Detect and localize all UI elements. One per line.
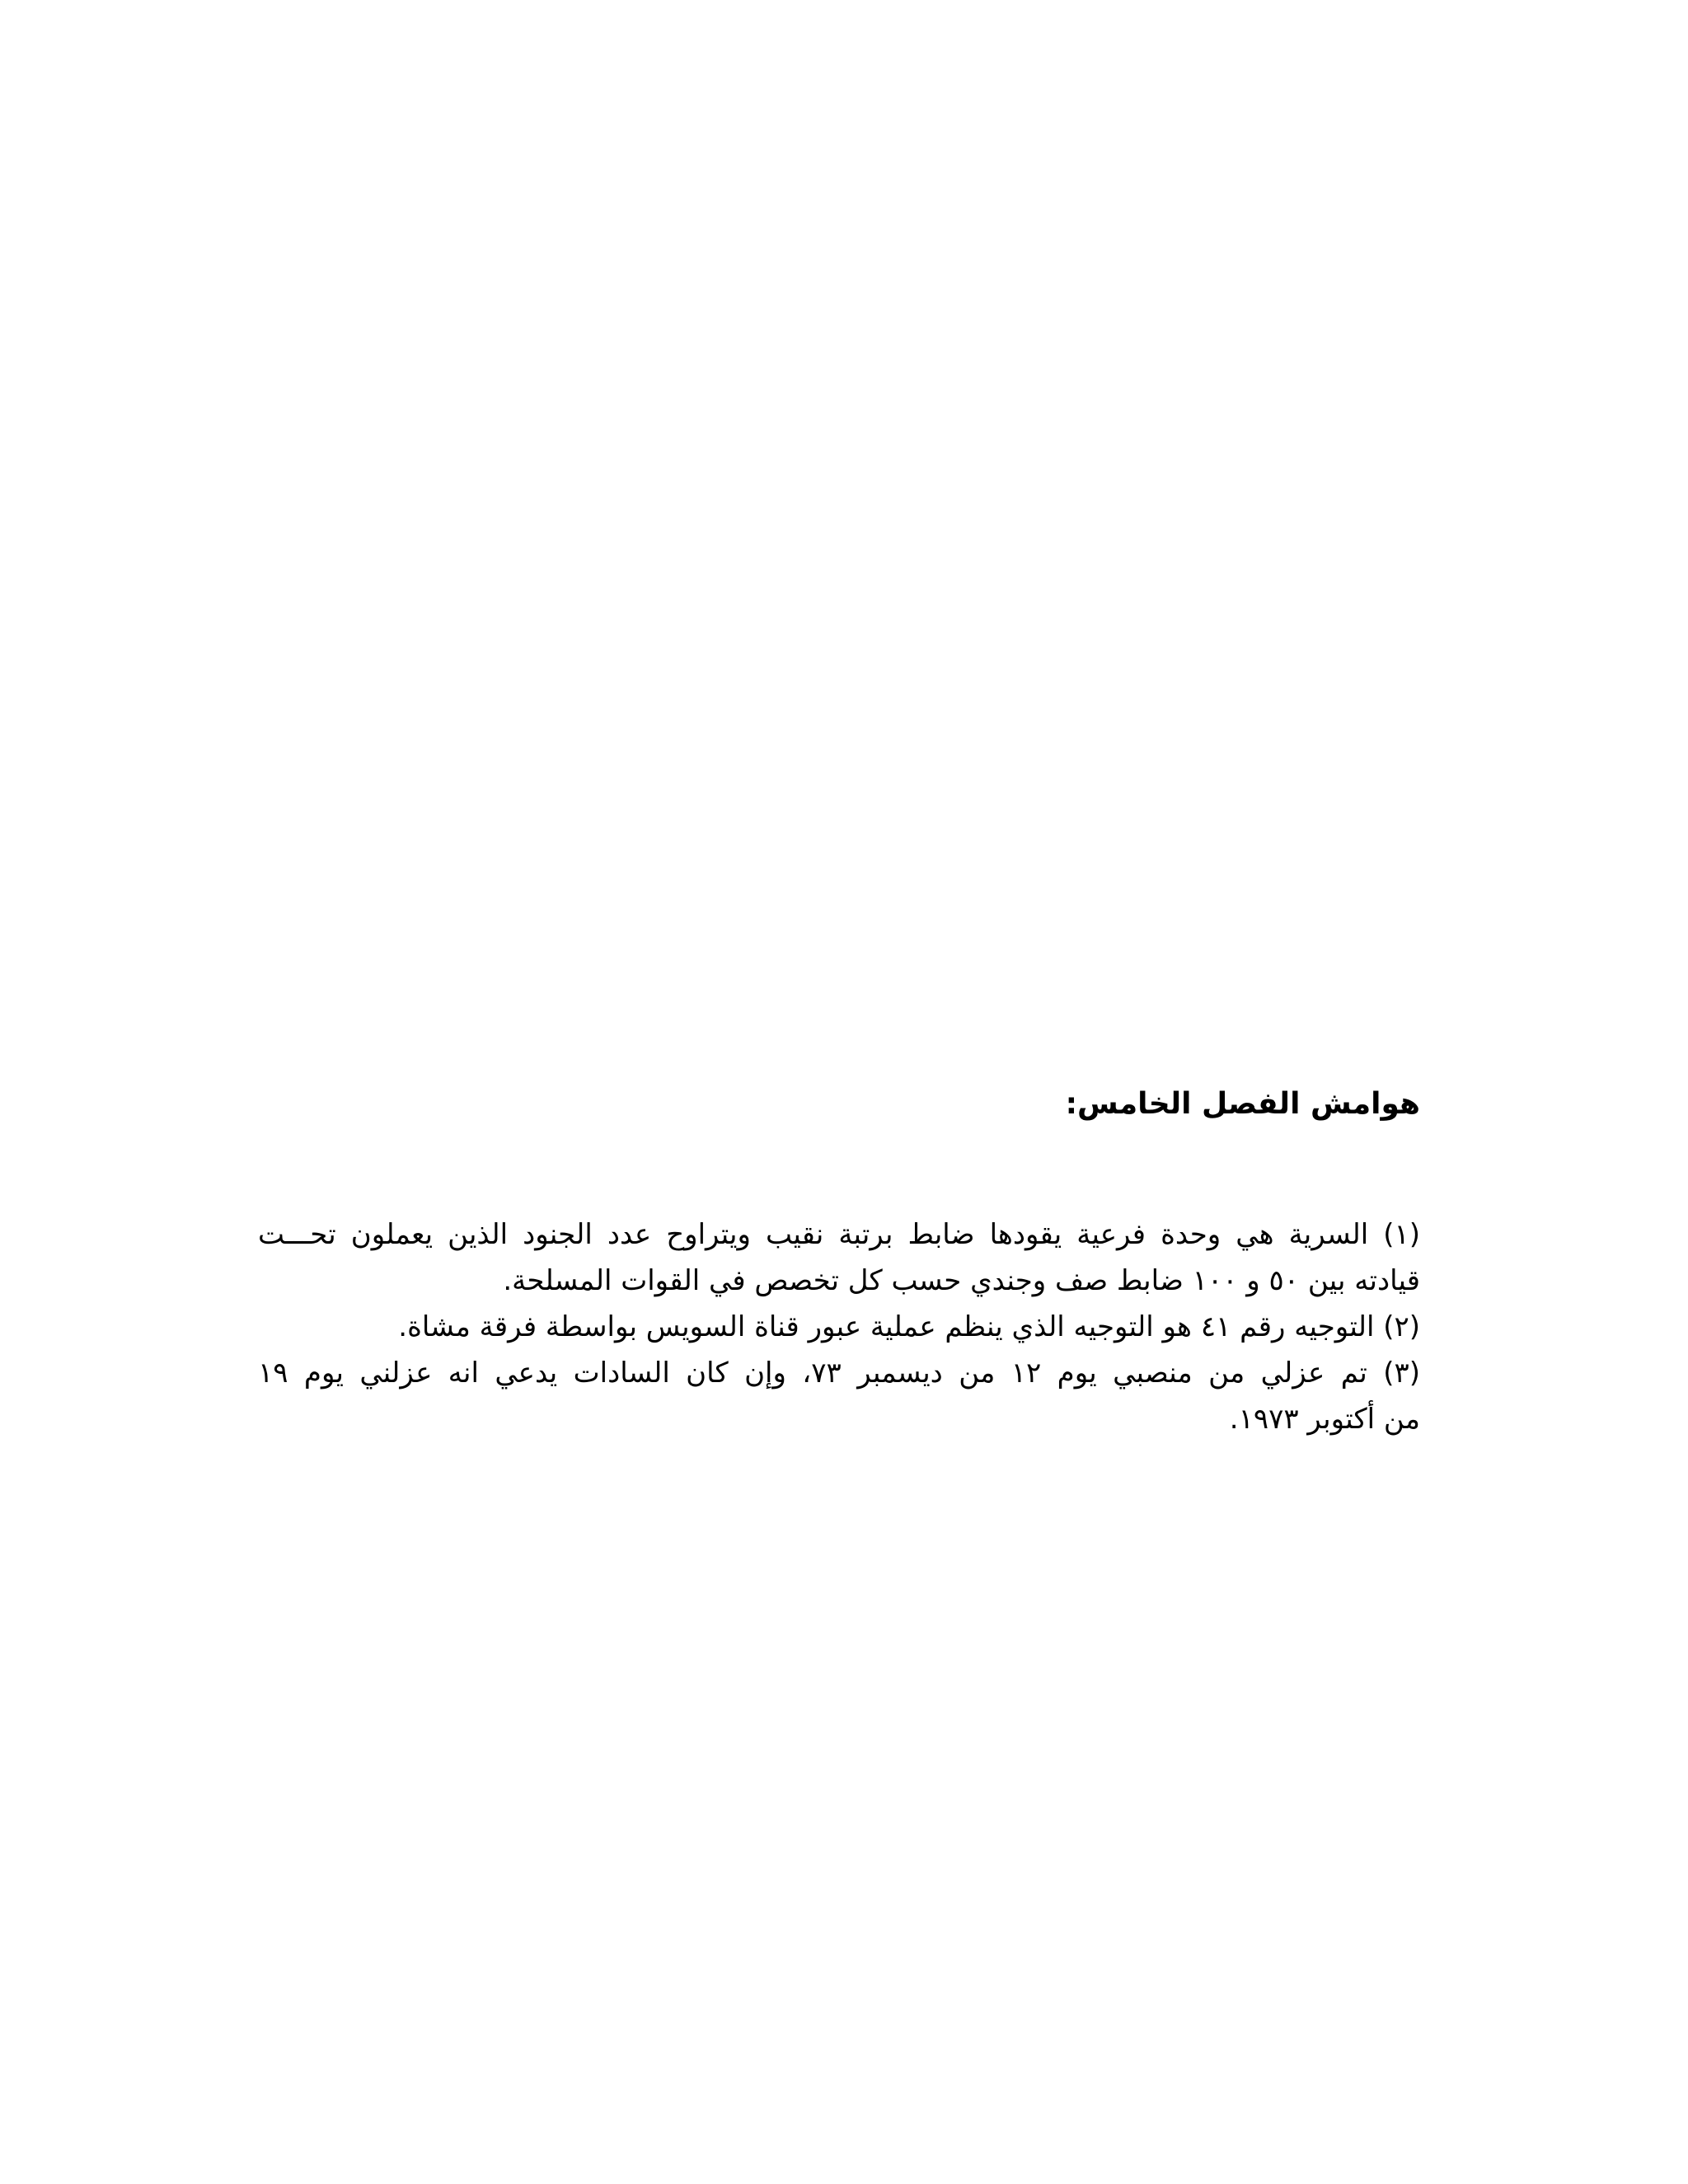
footnote-1-line-2: قيادته بين ٥٠ و ١٠٠ ضابط صف وجندي حسب كل تخصص في القوات المسلحة. bbox=[503, 1264, 1420, 1297]
footnotes-section bbox=[258, 1086, 1420, 1442]
section-heading: هوامش الفصل الخامس: bbox=[1065, 1087, 1420, 1121]
footnote-1-line-1: (١) السرية هي وحدة فرعية يقودها ضابط برتبة نقيب ويتراوح عدد الجنود الذين يعملون تحـــت bbox=[258, 1218, 1420, 1251]
footnote-3-line-2: من أكتوبر ١٩٧٣. bbox=[1229, 1403, 1420, 1436]
footnote-3-line-1: (٣) تم عزلي من منصبي يوم ١٢ من ديسمبر ٧٣، وإن كان السادات يدعي انه عزلني يوم ١٩ bbox=[258, 1357, 1420, 1390]
footnote-2-line-1: (٢) التوجيه رقم ٤١ هو التوجيه الذي ينظم عملية عبور قناة السويس بواسطة فرقة مشاة. bbox=[398, 1310, 1420, 1343]
